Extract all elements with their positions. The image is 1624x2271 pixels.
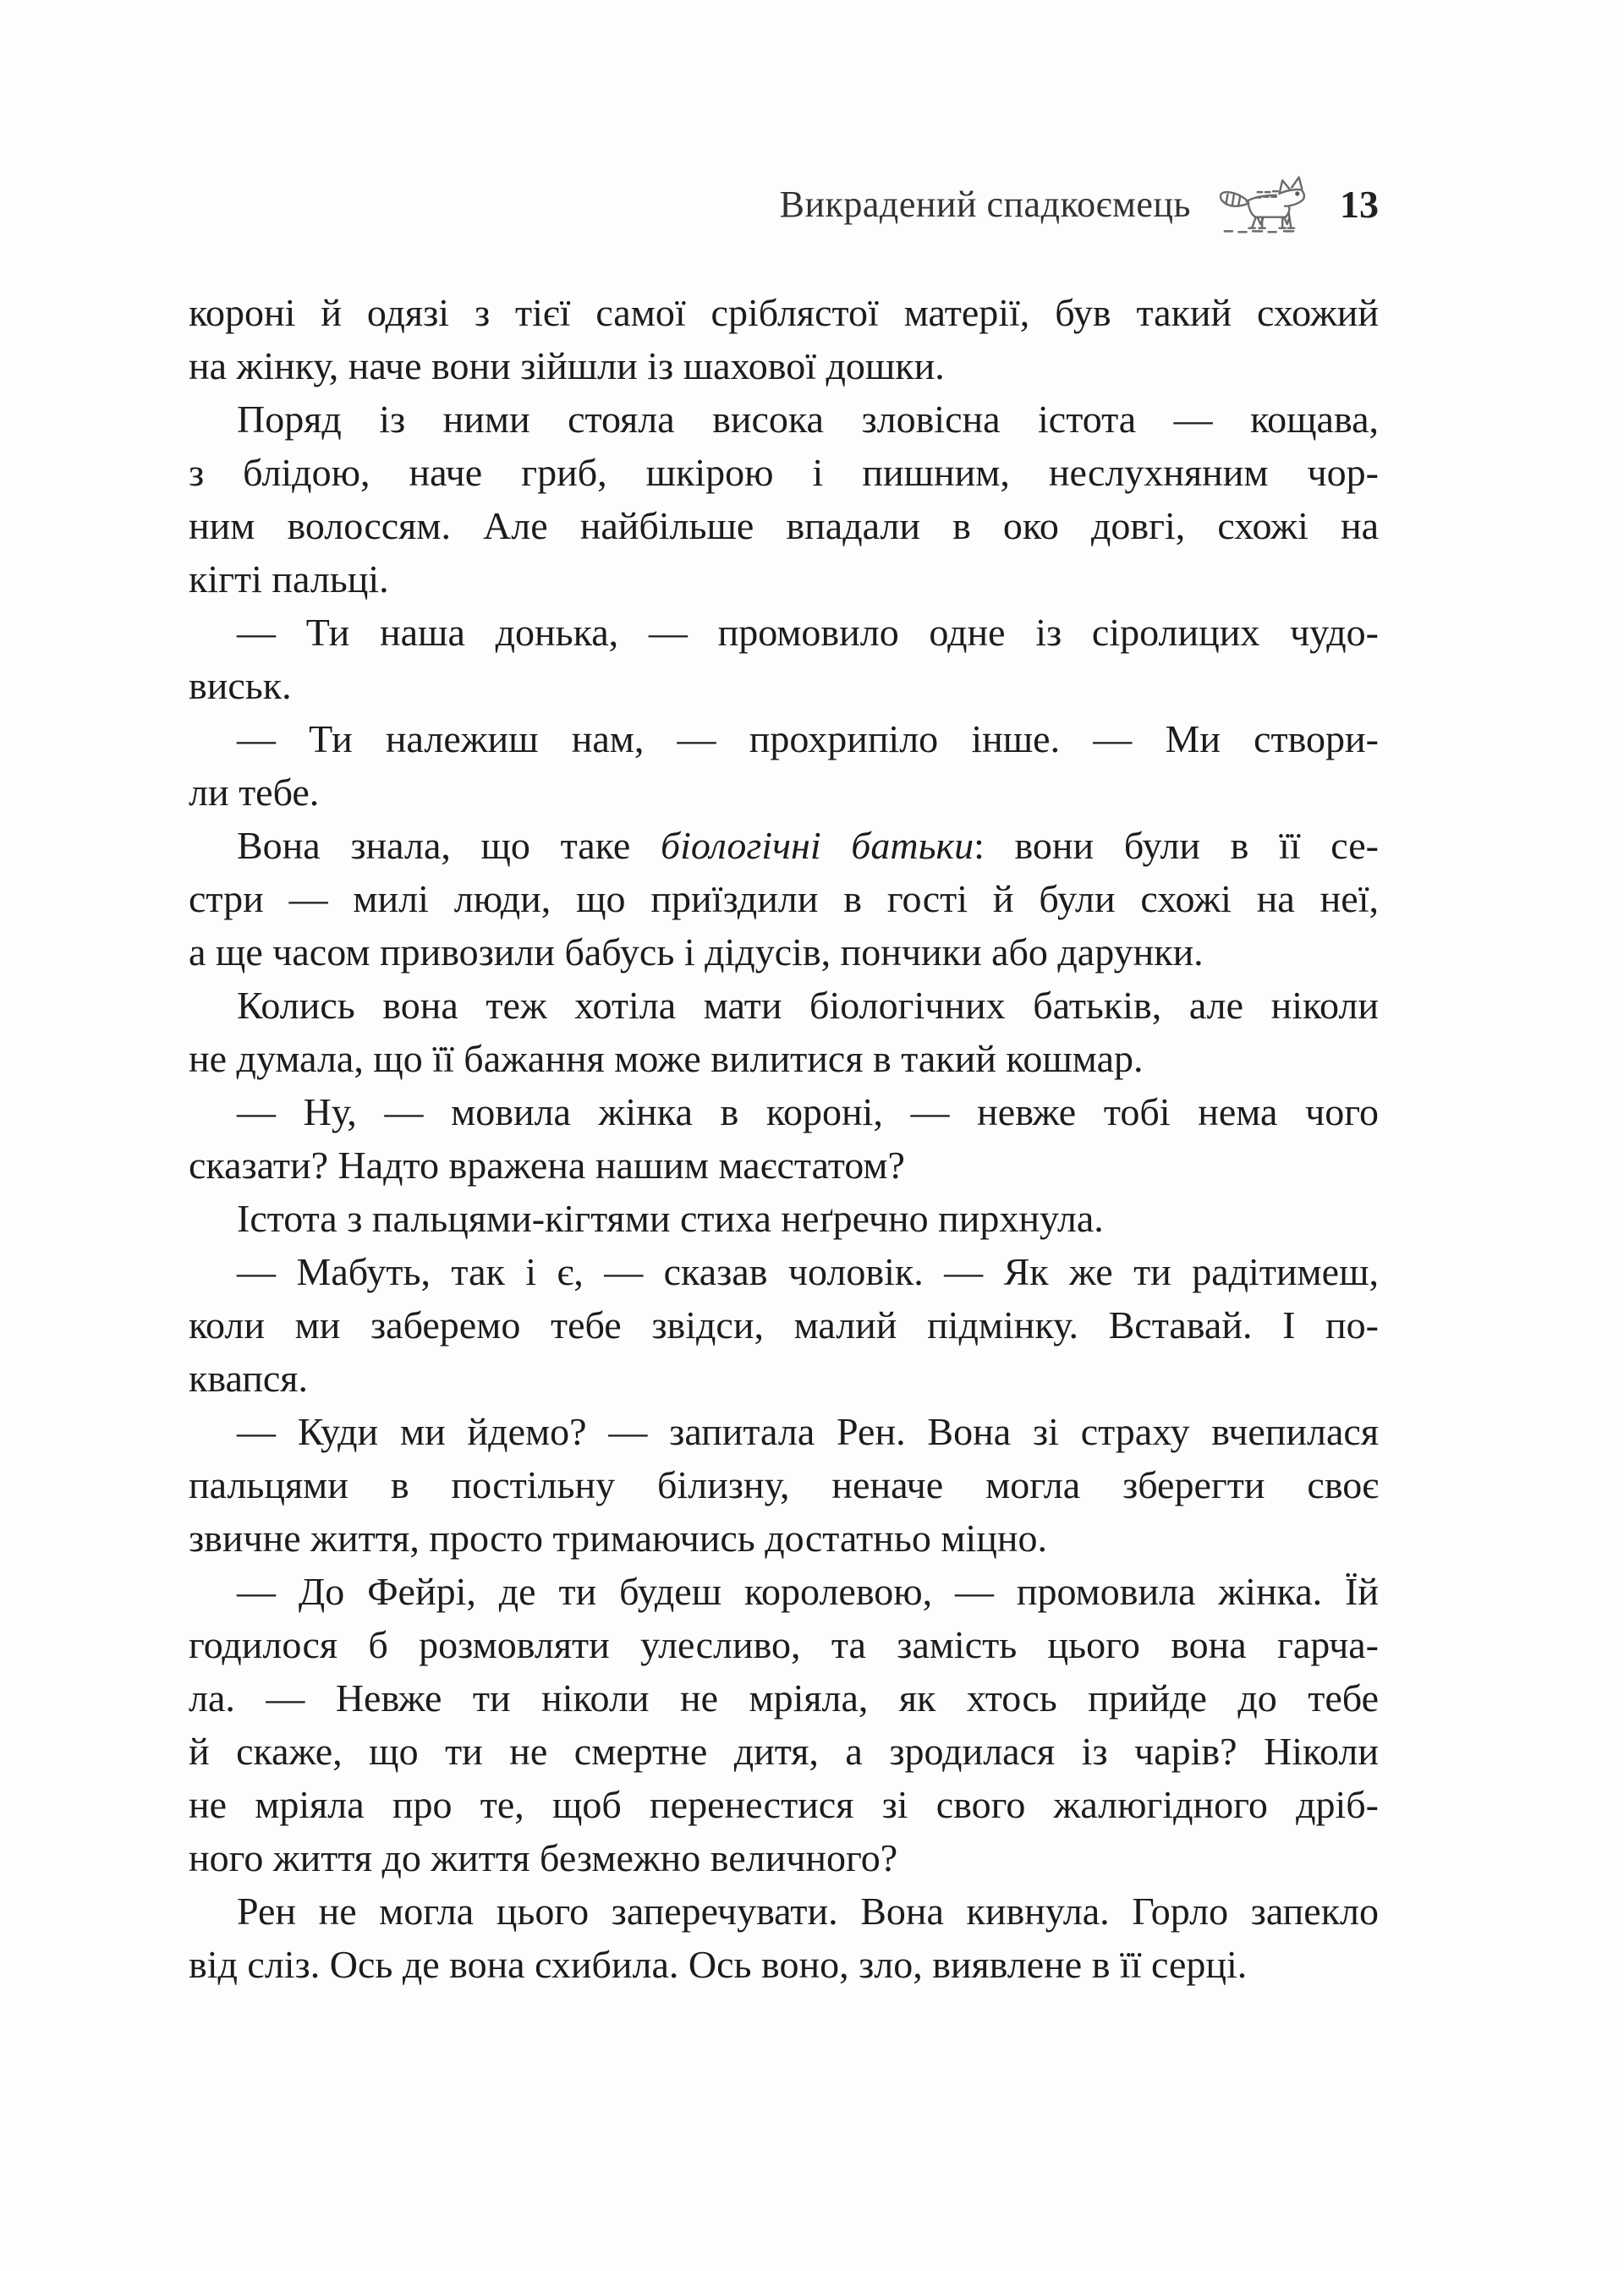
text-segment: на жінку, наче вони зійшли із шахової дошки. (189, 344, 945, 387)
text-line (189, 1618, 1379, 1671)
text-segment: — Ти наша донька, — промовило одне із сіролицих чудо- (237, 611, 1379, 654)
text-line (189, 1192, 1379, 1245)
paragraph (189, 286, 1379, 392)
text-line (189, 1671, 1379, 1725)
italic-text-segment: біологічні батьки (660, 824, 974, 867)
text-line (189, 819, 1379, 872)
text-segment: не мріяла про те, щоб перенестися зі свого жалюгідного дріб- (189, 1783, 1379, 1826)
text-block (189, 286, 1379, 1991)
paragraph (189, 1565, 1379, 1884)
text-segment: : вони були в її се- (974, 824, 1379, 867)
text-line (189, 1245, 1379, 1298)
text-segment: — До Фейрі, де ти будеш королевою, — промовила жінка. Їй (237, 1570, 1379, 1613)
text-line (189, 712, 1379, 765)
text-segment: ла. — Невже ти ніколи не мріяла, як хтось прийде до тебе (189, 1676, 1379, 1720)
text-line (189, 659, 1379, 712)
text-segment: а ще часом привозили бабусь і дідусів, пончики або дарунки. (189, 930, 1204, 974)
text-line (189, 1778, 1379, 1831)
text-segment: Поряд із ними стояла висока зловісна істота — кощава, (237, 398, 1379, 441)
text-line (189, 1138, 1379, 1192)
text-line (189, 339, 1379, 392)
paragraph (189, 392, 1379, 606)
text-segment: Колись вона теж хотіла мати біологічних батьків, але ніколи (237, 984, 1379, 1027)
text-line (189, 1565, 1379, 1618)
text-line (189, 765, 1379, 819)
text-segment: від сліз. Ось де вона схибила. Ось воно, зло, виявлене в її серці. (189, 1943, 1248, 1986)
text-line (189, 1511, 1379, 1565)
text-line (189, 499, 1379, 552)
page-number: 13 (1340, 182, 1379, 226)
text-segment: виськ. (189, 664, 292, 707)
text-segment: пальцями в постільну білизну, неначе могла зберегти своє (189, 1463, 1379, 1506)
paragraph (189, 606, 1379, 712)
text-segment: ного життя до життя безмежно величного? (189, 1836, 898, 1879)
text-line (189, 979, 1379, 1032)
text-segment: з блідою, наче гриб, шкірою і пишним, неслухняним чор- (189, 451, 1379, 494)
text-segment: Рен не могла цього заперечувати. Вона кивнула. Горло запекло (237, 1890, 1379, 1933)
text-segment: сказати? Надто вражена нашим маєстатом? (189, 1144, 905, 1187)
text-segment: коли ми заберемо тебе звідси, малий підмінку. Вставай. І по- (189, 1303, 1379, 1347)
text-line (189, 1405, 1379, 1458)
paragraph (189, 1085, 1379, 1192)
text-segment: Істота з пальцями-кігтями стиха неґречно пирхнула. (237, 1197, 1104, 1240)
text-line (189, 286, 1379, 339)
paragraph (189, 819, 1379, 979)
text-segment: не думала, що її бажання може вилитися в такий кошмар. (189, 1037, 1144, 1080)
text-segment: — Мабуть, так і є, — сказав чоловік. — Як же ти радітимеш, (237, 1250, 1379, 1293)
text-segment: квапся. (189, 1357, 308, 1400)
paragraph (189, 1192, 1379, 1245)
text-line (189, 606, 1379, 659)
text-line (189, 392, 1379, 446)
fox-icon (1216, 173, 1311, 235)
text-segment: короні й одязі з тієї самої сріблястої матерії, був такий схожий (189, 291, 1379, 334)
text-line (189, 1032, 1379, 1085)
text-line (189, 1938, 1379, 1991)
text-line (189, 1831, 1379, 1884)
text-segment: — Ти належиш нам, — прохрипіло інше. — Ми створи- (237, 717, 1379, 760)
text-segment: ли тебе. (189, 771, 320, 814)
paragraph (189, 1245, 1379, 1405)
text-segment: й скаже, що ти не смертне дитя, а зродилася із чарів? Ніколи (189, 1730, 1379, 1773)
running-header (780, 173, 1379, 235)
text-segment: кігті пальці. (189, 557, 389, 601)
text-segment: Вона знала, що таке (237, 824, 661, 867)
text-line (189, 925, 1379, 979)
text-line (189, 872, 1379, 925)
text-line (189, 446, 1379, 499)
text-line (189, 1725, 1379, 1778)
running-title: Викрадений спадкоємець (779, 183, 1191, 225)
text-segment: — Куди ми йдемо? — запитала Рен. Вона зі страху вчепилася (237, 1410, 1379, 1453)
text-segment: — Ну, — мовила жінка в короні, — невже тобі нема чого (237, 1090, 1379, 1133)
text-segment: звичне життя, просто тримаючись достатньо міцно. (189, 1517, 1047, 1560)
text-line (189, 1458, 1379, 1511)
paragraph (189, 1884, 1379, 1991)
text-line (189, 1085, 1379, 1138)
paragraph (189, 712, 1379, 819)
text-segment: годилося б розмовляти улесливо, та замість цього вона гарча- (189, 1623, 1379, 1666)
text-segment: стри — милі люди, що приїздили в гості й були схожі на неї, (189, 877, 1379, 920)
text-line (189, 552, 1379, 606)
text-line (189, 1352, 1379, 1405)
paragraph (189, 1405, 1379, 1565)
text-segment: ним волоссям. Але найбільше впадали в око довгі, схожі на (189, 504, 1379, 547)
paragraph (189, 979, 1379, 1085)
text-line (189, 1298, 1379, 1352)
text-line (189, 1884, 1379, 1938)
